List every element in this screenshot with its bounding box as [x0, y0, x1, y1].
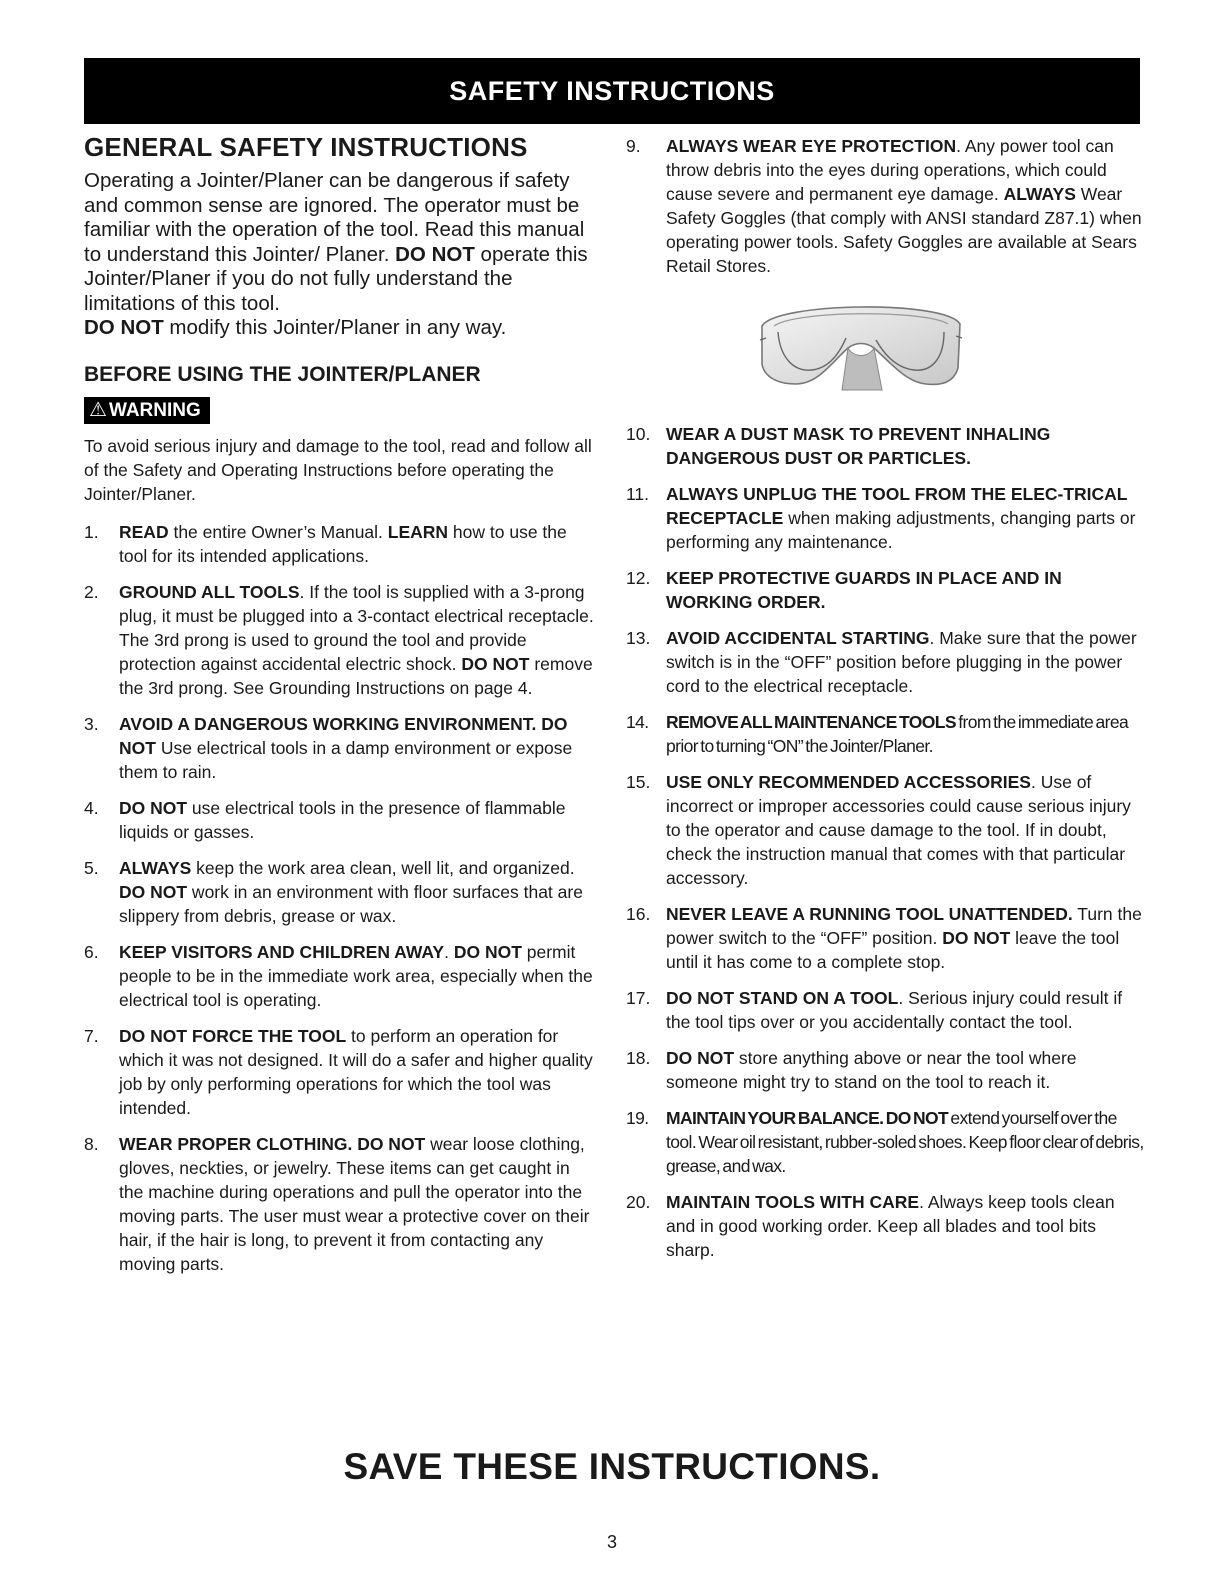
list-item-text: extend yourself over the tool. Wear oil resistant, rubber-soled shoes. Keep floor clear of debris, grease, and wax.	[666, 1108, 1144, 1176]
warning-badge	[84, 397, 210, 424]
page-banner: SAFETY INSTRUCTIONS	[84, 58, 1140, 124]
list-item	[626, 1106, 1146, 1178]
list-item-text: when making adjustments, changing parts or performing any maintenance.	[666, 508, 1136, 552]
list-item	[626, 626, 1146, 698]
list-item-text: to perform an operation for which it was not designed. It will do a safer and higher quality job by only performing operations for which the tool was intended.	[119, 1025, 593, 1118]
list-item-bold: DO NOT	[461, 653, 530, 674]
safety-goggles-icon	[756, 298, 966, 398]
list-item-bold: USE ONLY RECOMMENDED ACCESSORIES	[666, 772, 1031, 792]
list-item	[84, 1024, 594, 1120]
list-item-text: store anything above or near the tool where someone might try to stand on the tool to reach it.	[666, 1048, 1077, 1092]
list-item-bold: READ	[119, 521, 169, 542]
safety-list-right-top	[626, 134, 1146, 278]
list-item-bold: DO NOT STAND ON A TOOL	[666, 988, 899, 1008]
list-item-text: . Make sure that the power switch is in the “OFF” position before plugging in the power cord to the electrical receptacle.	[666, 628, 1137, 696]
list-item-bold: ALWAYS	[119, 857, 192, 878]
intro-do-not-1: DO NOT	[395, 242, 475, 266]
list-item-bold: KEEP PROTECTIVE GUARDS IN PLACE AND IN WORKING ORDER.	[666, 568, 1062, 612]
warning-label: WARNING	[108, 399, 201, 421]
save-instructions: SAVE THESE INSTRUCTIONS.	[343, 1446, 881, 1487]
list-item	[626, 1046, 1146, 1094]
list-item-number: 1.	[84, 521, 99, 542]
list-item-bold: DO NOT	[453, 941, 522, 962]
list-item	[626, 422, 1146, 470]
left-column	[84, 132, 594, 1288]
list-item-text: the entire Owner’s Manual.	[168, 521, 388, 542]
list-item-bold: DO NOT	[119, 881, 188, 902]
list-item-text: . Any power tool can throw debris into the eyes during operations, which could cause severe and permanent eye damage.	[666, 136, 1114, 204]
page-number: 3	[606, 1532, 617, 1552]
list-item-number: 14.	[626, 712, 649, 732]
list-item-text: . Use of incorrect or improper accessories could cause serious injury to the operator and cause damage to the tool. If in doubt, check the instruction manual that comes with that particular accessory.	[666, 772, 1131, 888]
list-item-number: 11.	[626, 484, 650, 504]
list-item-number: 19.	[626, 1108, 649, 1128]
list-item-number: 17.	[626, 988, 651, 1008]
list-item-bold: ALWAYS WEAR EYE PROTECTION	[666, 136, 957, 156]
list-item-bold: DO NOT	[666, 1048, 735, 1068]
list-item	[626, 770, 1146, 890]
list-item-text: Wear Safety Goggles (that comply with ANSI standard Z87.1) when operating power tools. Safety Goggles are available at Sears Retail Stores.	[666, 184, 1142, 276]
list-item-number: 9.	[626, 136, 641, 156]
list-item-number: 2.	[84, 581, 99, 602]
list-item-bold: ALWAYS UNPLUG THE TOOL FROM THE ELEC-TRICAL RECEPTACLE	[666, 484, 1128, 528]
general-safety-heading: GENERAL SAFETY INSTRUCTIONS	[84, 132, 528, 162]
list-item-text: Use electrical tools in a damp environment or expose them to rain.	[119, 737, 573, 782]
list-item-number: 18.	[626, 1048, 651, 1068]
list-item	[626, 482, 1146, 554]
list-item-bold: DO NOT	[942, 928, 1011, 948]
intro-text-3: modify this Jointer/Planer in any way.	[169, 316, 507, 339]
list-item-bold: WEAR A DUST MASK TO PREVENT INHALING DANGEROUS DUST OR PARTICLES.	[666, 424, 1051, 468]
general-intro	[84, 169, 594, 341]
list-item-bold: ALWAYS	[1003, 184, 1076, 204]
right-column	[626, 134, 1146, 1274]
list-item-bold: WEAR PROPER CLOTHING. DO NOT	[119, 1133, 426, 1154]
warning-triangle-icon: ⚠	[89, 398, 107, 421]
list-item	[626, 1190, 1146, 1262]
list-item-bold: DO NOT FORCE THE TOOL	[119, 1025, 347, 1046]
list-item-bold: DO NOT	[119, 797, 188, 818]
list-item-bold: AVOID A DANGEROUS WORKING ENVIRONMENT. DO NOT	[119, 713, 568, 758]
list-item-bold: AVOID ACCIDENTAL STARTING	[666, 628, 930, 648]
list-item-text: use electrical tools in the presence of flammable liquids or gasses.	[119, 797, 566, 842]
list-item-bold: MAINTAIN YOUR BALANCE. DO NOT	[666, 1108, 949, 1128]
list-item-number: 6.	[84, 941, 99, 962]
list-item-text: leave the tool until it has come to a complete stop.	[666, 928, 1120, 972]
list-item-number: 8.	[84, 1133, 99, 1154]
list-item-text: .	[444, 941, 454, 962]
list-item-bold: KEEP VISITORS AND CHILDREN AWAY	[119, 941, 445, 962]
list-item-bold: LEARN	[387, 521, 449, 542]
list-item-number: 13.	[626, 628, 651, 648]
list-item-number: 5.	[84, 857, 99, 878]
list-item-bold: NEVER LEAVE A RUNNING TOOL UNATTENDED.	[666, 904, 1073, 924]
list-item	[84, 580, 594, 700]
list-item-number: 7.	[84, 1025, 99, 1046]
list-item-text: Turn the power switch to the “OFF” position.	[666, 904, 1142, 948]
list-item-bold: GROUND ALL TOOLS	[119, 581, 300, 602]
warning-text: To avoid serious injury and damage to the tool, read and follow all of the Safety and Operating Instructions before operating the Jointer/Planer.	[84, 435, 592, 504]
list-item-text: keep the work area clean, well lit, and organized.	[191, 857, 575, 878]
list-item	[84, 856, 594, 928]
list-item-text: from the immediate area prior to turning “ON” the Jointer/Planer.	[666, 712, 1129, 756]
before-using-heading: BEFORE USING THE JOINTER/PLANER	[84, 362, 481, 386]
list-item-text: . Serious injury could result if the tool tips over or you accidentally contact the tool.	[666, 988, 1123, 1032]
safety-list-left	[84, 520, 594, 1276]
list-item-text: . If the tool is supplied with a 3-prong plug, it must be plugged into a 3-contact electrical receptacle. The 3rd prong is used to ground the tool and provide protection against accidental electric shock.	[119, 581, 594, 674]
list-item-number: 3.	[84, 713, 99, 734]
intro-text-2: operate this Jointer/Planer if you do not fully understand the limitations of this tool.	[84, 242, 588, 315]
list-item-text: remove the 3rd prong. See Grounding Instructions on page 4.	[119, 653, 593, 698]
list-item	[626, 710, 1146, 758]
safety-list-right-bottom	[626, 422, 1146, 1262]
intro-do-not-2: DO NOT	[84, 316, 164, 339]
list-item-number: 16.	[626, 904, 651, 924]
intro-text-1: Operating a Jointer/Planer can be dangerous if safety and common sense are ignored. The operator must be familiar with the operation of the tool. Read this manual to understand this Jointer/ Planer.	[84, 169, 585, 266]
list-item-number: 20.	[626, 1192, 651, 1212]
list-item	[626, 986, 1146, 1034]
list-item	[626, 566, 1146, 614]
list-item-text: wear loose clothing, gloves, neckties, or jewelry. These items can get caught in the machine during operations and pull the operator into the moving parts. The user must wear a protective cover on their hair, if the hair is long, to prevent it from contacting any moving parts.	[119, 1133, 590, 1274]
list-item	[84, 1132, 594, 1276]
list-item-bold: REMOVE ALL MAINTENANCE TOOLS	[666, 712, 956, 732]
list-item-text: work in an environment with floor surfaces that are slippery from debris, grease or wax.	[119, 881, 583, 926]
list-item	[84, 712, 594, 784]
list-item-number: 4.	[84, 797, 99, 818]
list-item-text: how to use the tool for its intended applications.	[119, 521, 567, 566]
list-item-text: permit people to be in the immediate work area, especially when the electrical tool is operating.	[119, 941, 593, 1010]
list-item	[626, 902, 1146, 974]
list-item	[626, 134, 1146, 278]
list-item-number: 10.	[626, 424, 651, 444]
list-item-number: 15.	[626, 772, 651, 792]
list-item	[84, 796, 594, 844]
list-item-bold: MAINTAIN TOOLS WITH CARE	[666, 1192, 920, 1212]
list-item-text: . Always keep tools clean and in good working order. Keep all blades and tool bits sharp.	[666, 1192, 1115, 1260]
list-item	[84, 940, 594, 1012]
list-item	[84, 520, 594, 568]
list-item-number: 12.	[626, 568, 651, 588]
